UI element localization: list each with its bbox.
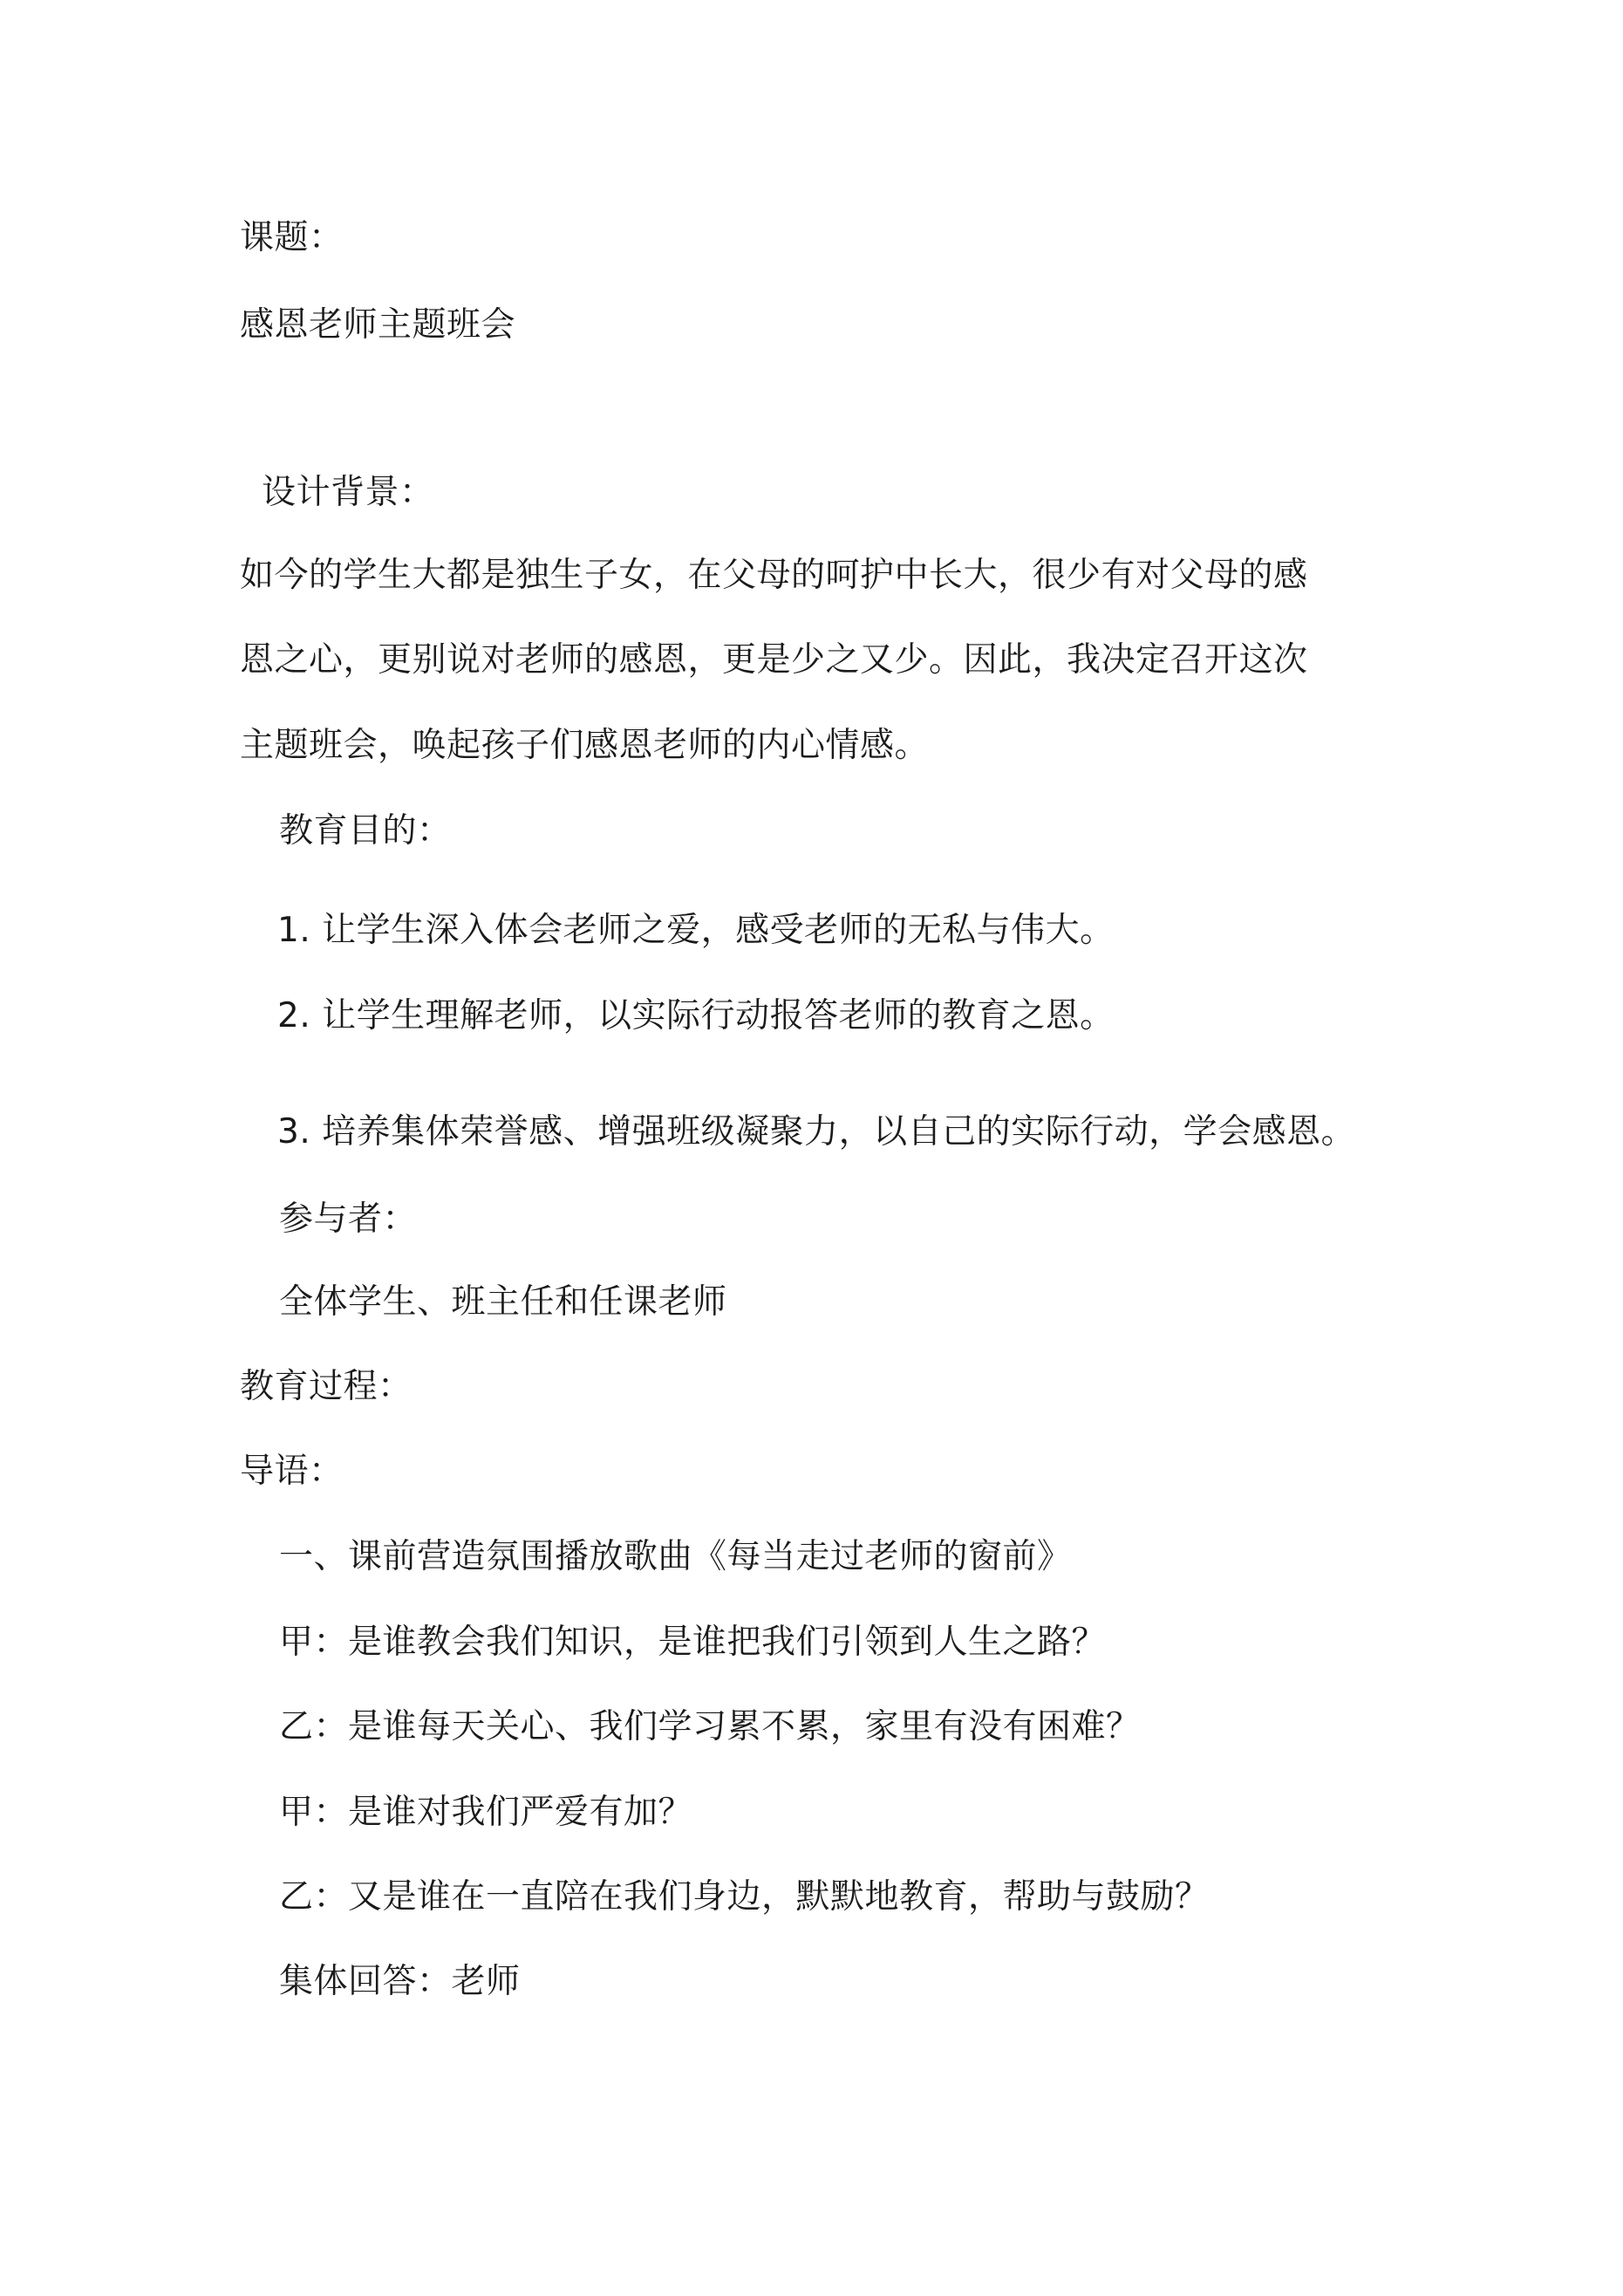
process-line-3: 乙：是谁每天关心、我们学习累不累，家里有没有困难？: [279, 1707, 1141, 1746]
goal-item-3: 3. 培养集体荣誉感、增强班级凝聚力，以自己的实际行动，学会感恩。: [277, 1112, 1356, 1151]
process-line-6: 集体回答：老师: [279, 1962, 521, 2001]
background-line-3: 主题班会，唤起孩子们感恩老师的内心情感。: [240, 726, 930, 765]
goal-item-1: 1. 让学生深入体会老师之爱，感受老师的无私与伟大。: [277, 911, 1115, 950]
process-line-1: 一、课前营造氛围播放歌曲《每当走过老师的窗前》: [279, 1537, 1072, 1576]
background-label: 设计背景：: [262, 473, 434, 512]
process-line-5: 乙：又是谁在一直陪在我们身边，默默地教育，帮助与鼓励？: [279, 1877, 1210, 1917]
goals-label: 教育目的：: [279, 811, 452, 851]
topic-label: 课题：: [240, 218, 344, 257]
goal-item-2: 2. 让学生理解老师，以实际行动报答老师的教育之恩。: [277, 996, 1115, 1035]
process-line-2: 甲：是谁教会我们知识，是谁把我们引领到人生之路？: [279, 1623, 1107, 1662]
process-line-4: 甲：是谁对我们严爱有加？: [279, 1793, 693, 1832]
process-label: 教育过程：: [240, 1367, 413, 1406]
intro-label: 导语：: [240, 1452, 344, 1491]
topic-title: 感恩老师主题班会: [240, 305, 516, 345]
participants-text: 全体学生、班主任和任课老师: [279, 1282, 727, 1322]
background-line-2: 恩之心，更别说对老师的感恩，更是少之又少。因此，我决定召开这次: [240, 640, 1308, 680]
background-line-1: 如今的学生大都是独生子女，在父母的呵护中长大，很少有对父母的感: [240, 556, 1308, 595]
participants-label: 参与者：: [279, 1199, 418, 1239]
